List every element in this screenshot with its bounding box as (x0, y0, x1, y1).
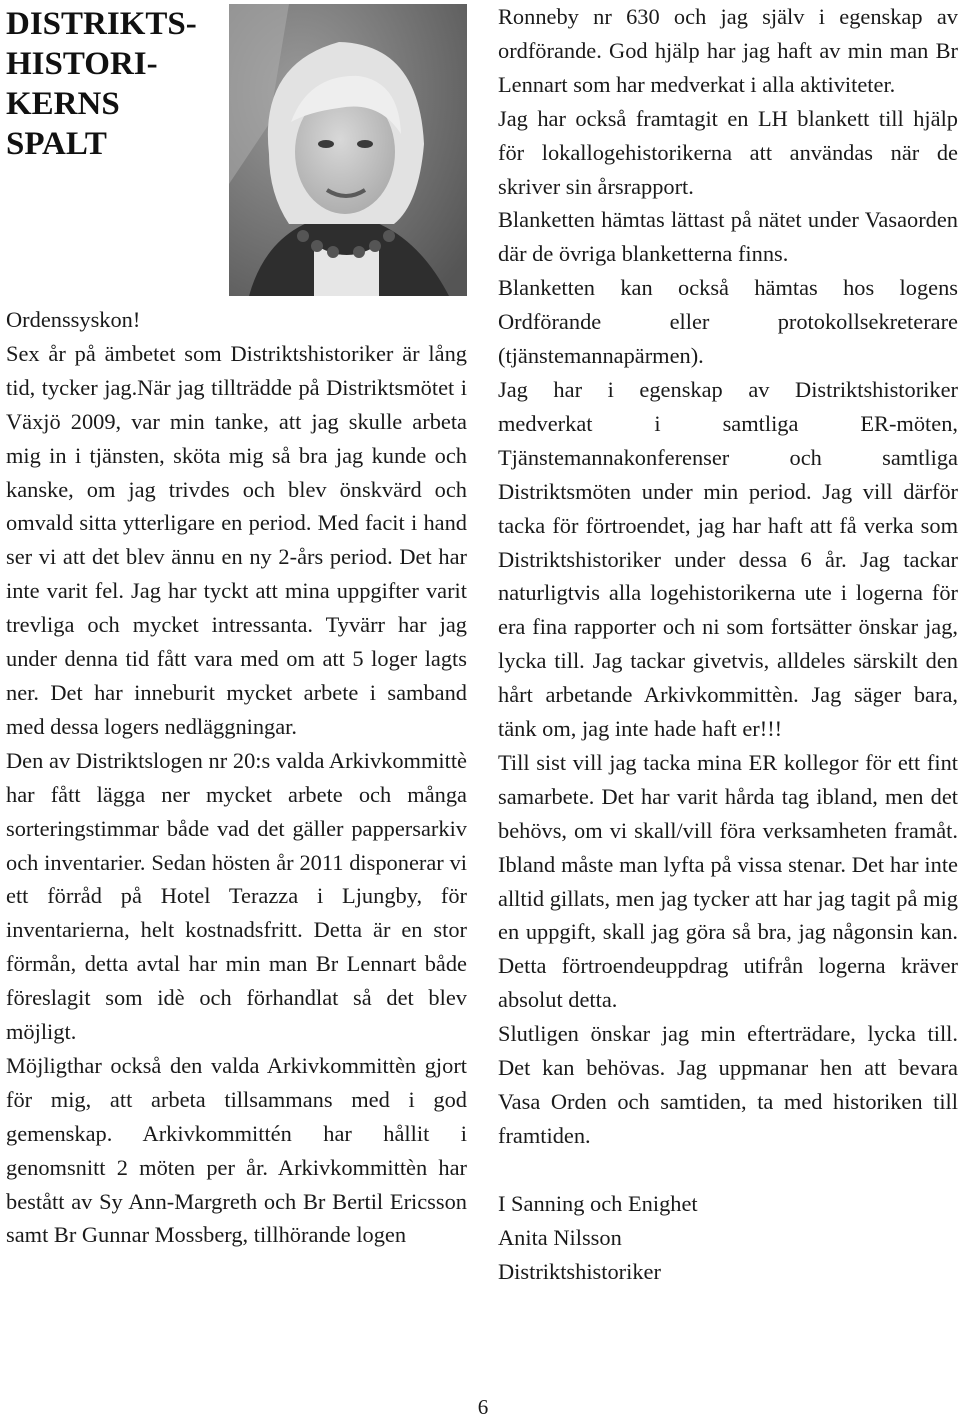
heading-line: KERNS (6, 86, 120, 122)
heading-line: SPALT (6, 126, 107, 162)
column-heading (6, 4, 226, 164)
body-paragraph: Ronneby nr 630 och jag själv i egenskap av ordförande. God hjälp har jag haft av min man Br Lennart som har medverkat i alla aktiviteter. (498, 4, 958, 97)
right-text-column (498, 0, 958, 1289)
portrait-photo (229, 4, 467, 296)
body-paragraph: Jag har också framtagit en LH blankett till hjälp för lokallogehistorikerna att användas när de skriver sin årsrapport. (498, 105, 958, 199)
body-paragraph: Möjligthar också den valda Arkivkommittèn gjort för mig, att arbeta tillsammans med i god gemenskap. Arkivkommittén har hållit i genomsnitt 2 möten per år. Arkivkommittèn har bestått av Sy Ann-Margreth och Br Bertil Ericsson samt Br Gunnar Mossberg, tillhörande logen (6, 1052, 467, 1248)
signature-name: Anita Nilsson (498, 1224, 622, 1250)
heading-line: DISTRIKTS- (6, 6, 197, 42)
portrait-photo-icon (229, 4, 467, 296)
body-paragraph: Blanketten hämtas lättast på nätet under Vasaorden där de övriga blanketterna finns. (498, 207, 958, 267)
body-paragraph: Blanketten kan också hämtas hos logens Ordförande eller protokollsekreterare (tjänstemannapärmen). (498, 275, 958, 369)
body-paragraph: Slutligen önskar jag min efterträdare, lycka till. Det kan behövas. Jag uppmanar hen att bevara Vasa Orden och samtiden, ta med historiken till framtiden. (498, 1021, 958, 1148)
salutation: Ordenssyskon! (6, 307, 141, 332)
left-text-column (6, 303, 467, 1252)
body-paragraph: Jag har i egenskap av Distriktshistoriker medverkat i samtliga ER-möten, Tjänstemannakonferenser och samtliga Distriktsmöten under min period. Jag vill därför tacka för förtroendet, jag har haft att få verka som Distriktshistoriker under dessa 6 år. Jag tackar naturligtvis alla logehistorikerna ute i logerna för era fina rapporter och ni som fortsätter önskar jag, lycka till. Jag tackar givetvis, alldeles särskilt den hårt arbetande Arkivkommittèn. Jag säger bara, tänk om, jag inte hade haft er!!! (498, 376, 958, 742)
heading-line: HISTORI- (6, 46, 158, 82)
page-number: 6 (477, 1395, 489, 1419)
body-paragraph: Den av Distriktslogen nr 20:s valda Arkivkommittè har fått lägga ner mycket arbete och många sorteringstimmar både vad det gäller pappersarkiv och inventarier. Sedan hösten år 2011 disponerar vi ett förråd på Hotel Terazza i Ljungby, för inventarierna, helt kostnadsfritt. Detta är en stor förmån, detta avtal har min man Br Lennart både föreslagit som idè och förhandlat så det blev möjligt. (6, 747, 467, 1045)
signature-closing: I Sanning och Enighet (498, 1190, 698, 1216)
signature-title: Distriktshistoriker (498, 1258, 661, 1284)
body-paragraph: Till sist vill jag tacka mina ER kollegor för ett fint samarbete. Det har varit hårda tag ibland, men det behövs, om vi skall/vill föra verksamheten framåt. Ibland måste man lyfta på vissa stenar. Det har inte alltid gillats, men jag tycker att har jag tagit på mig en uppgift, skall jag göra så bra, jag någonsin kan. Detta förtroendeuppdrag utifrån logerna kräver absolut detta. (498, 749, 958, 1013)
body-paragraph: Sex år på ämbetet som Distriktshistoriker är lång tid, tycker jag.När jag tillträdde på Distriktsmötet i Växjö 2009, var min tanke, att jag skulle arbeta mig in i tjänsten, sköta mig så bra jag kunde och kanske, om jag trivdes och blev önskvärd och omvald sitta ytterligare en period. Med facit i hand ser vi att det blev ännu en ny 2-års period. Det har inte varit fel. Jag har tyckt att mina uppgifter varit trevliga och mycket intressanta. Tyvärr har jag under denna tid fått vara med om att 5 loger lagts ner. Det har inneburit mycket arbete i samband med dessa logers nedläggningar. (6, 340, 467, 739)
signature-block (498, 1187, 958, 1289)
